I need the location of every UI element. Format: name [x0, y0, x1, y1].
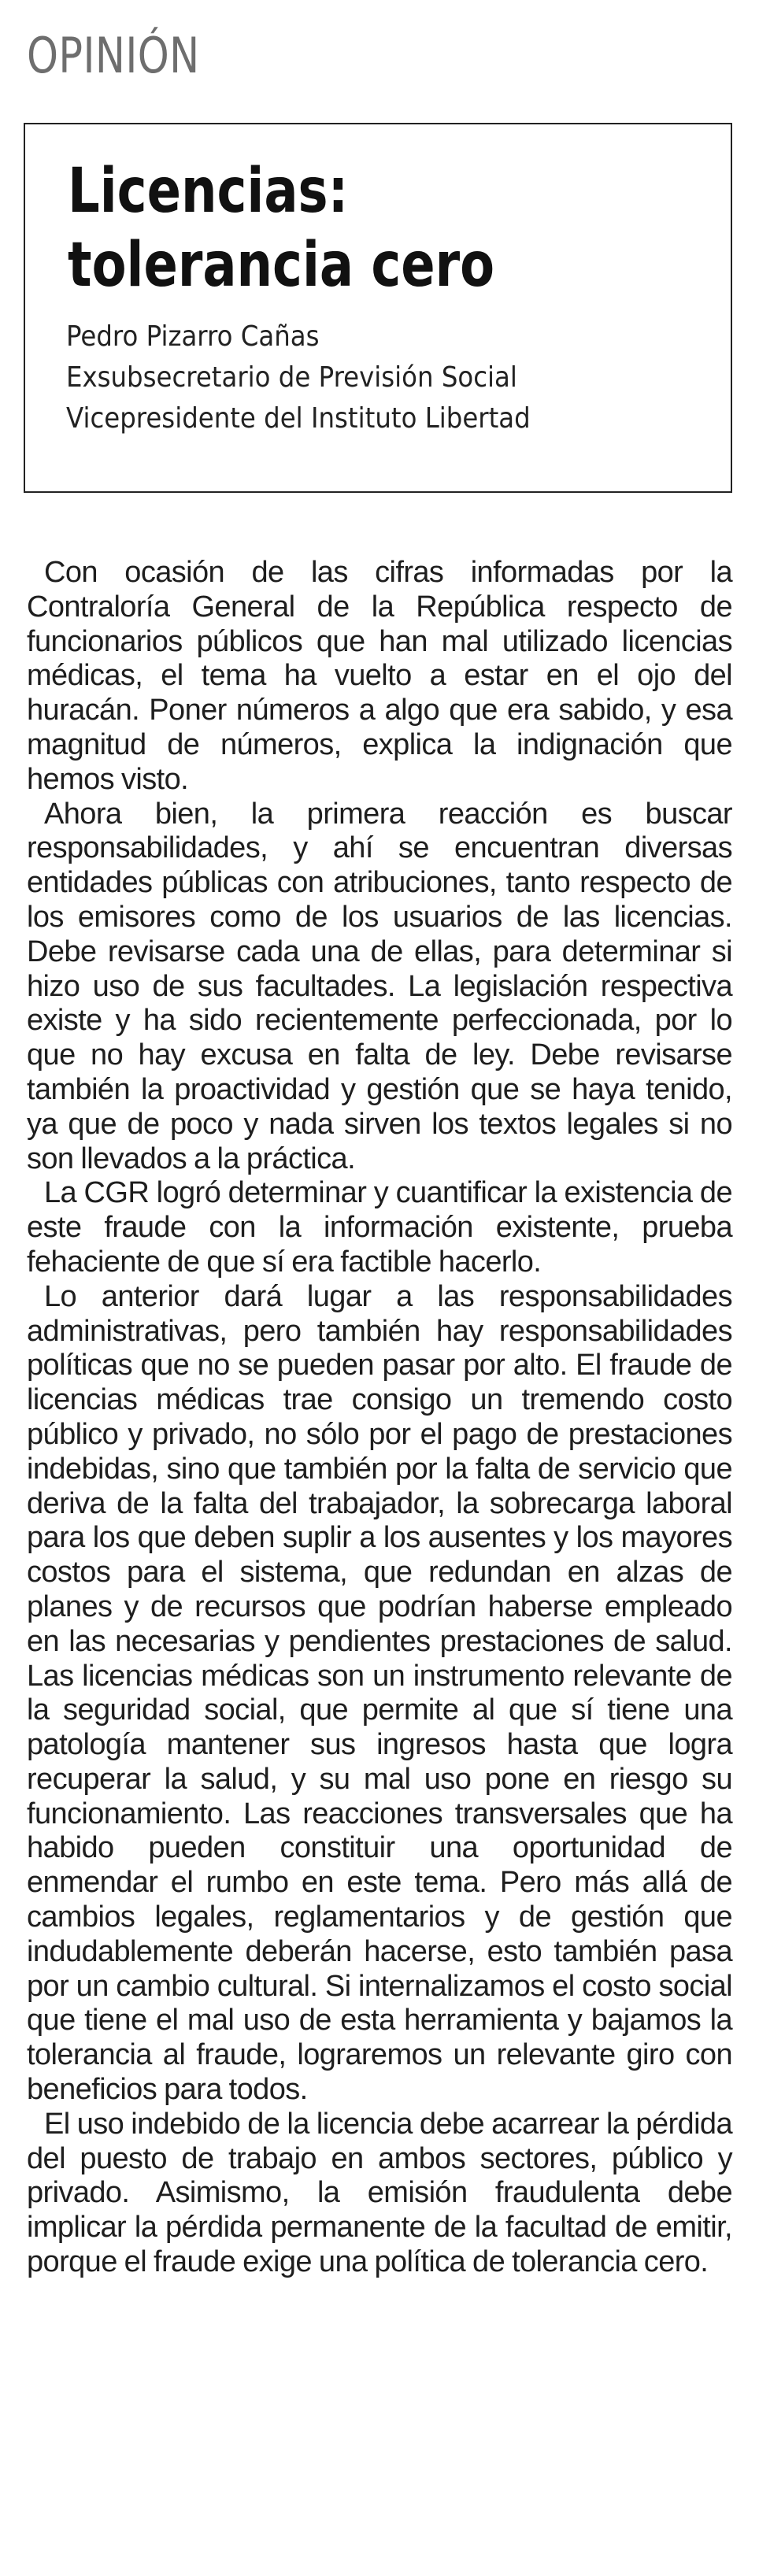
article-paragraph-5: El uso indebido de la licencia debe acarrear la pérdida del puesto de trabajo en ambos sectores, público y privado. Asimismo, la emisión fraudulenta debe implicar la pérdida permanente de la facultad de emitir, porque el fraude exige una política de tolerancia cero. — [27, 2107, 732, 2279]
article-body — [27, 556, 732, 2280]
author-byline — [66, 316, 531, 439]
article-paragraph-4: Lo anterior dará lugar a las responsabilidades administrativas, pero también hay responsabilidades políticas que no se pueden pasar por alto. El fraude de licencias médicas trae consigo un tremendo costo público y privado, no sólo por el pago de prestaciones indebidas, sino que también por la falta de servicio que deriva de la falta del trabajador, la sobrecarga laboral para los que deben suplir a los ausentes y los mayores costos para el sistema, que redundan en alzas de planes y de recursos que podrían haberse empleado en las necesarias y pendientes prestaciones de salud. Las licencias médicas son un instrumento relevante de la seguridad social, que permite al que sí tiene una patología mantener sus ingresos hasta que logra recuperar la salud, y su mal uso pone en riesgo su funcionamiento. Las reacciones transversales que ha habido pueden constituir una oportunidad de enmendar el rumbo en este tema. Pero más allá de cambios legales, reglamentarios y de gestión que indudablemente deberán hacerse, esto también pasa por un cambio cultural. Si internalizamos el costo social que tiene el mal uso de esta herramienta y bajamos la tolerancia al fraude, lograremos un relevante giro con beneficios para todos. — [27, 1279, 732, 2107]
headline-box — [24, 123, 732, 493]
author-name: Pedro Pizarro Cañas — [66, 320, 320, 353]
article-headline — [68, 154, 494, 302]
author-role-2: Vicepresidente del Instituto Libertad — [66, 402, 531, 435]
article-paragraph-3: La CGR logró determinar y cuantificar la existencia de este fraude con la información existente, prueba fehaciente de que sí era factible hacerlo. — [27, 1176, 732, 1279]
headline-line-1: Licencias: — [68, 156, 349, 227]
headline-line-2: tolerancia cero — [68, 230, 495, 301]
article-paragraph-2: Ahora bien, la primera reacción es buscar responsabilidades, y ahí se encuentran diversas entidades públicas con atribuciones, tanto respecto de los emisores como de los usuarios de las licencias. Debe revisarse cada una de ellas, para determinar si hizo uso de sus facultades. La legislación respectiva existe y ha sido recientemente perfeccionada, por lo que no hay excusa en falta de ley. Debe revisarse también la proactividad y gestión que se haya tenido, ya que de poco y nada sirven los textos legales si no son llevados a la práctica. — [27, 797, 732, 1175]
article-paragraph-1: Con ocasión de las cifras informadas por la Contraloría General de la República respecto de funcionarios públicos que han mal utilizado licencias médicas, el tema ha vuelto a estar en el ojo del huracán. Poner números a algo que era sabido, y esa magnitud de números, explica la indignación que hemos visto. — [27, 556, 732, 796]
author-role-1: Exsubsecretario de Previsión Social — [66, 361, 517, 394]
section-label: OPINIÓN — [27, 27, 200, 84]
